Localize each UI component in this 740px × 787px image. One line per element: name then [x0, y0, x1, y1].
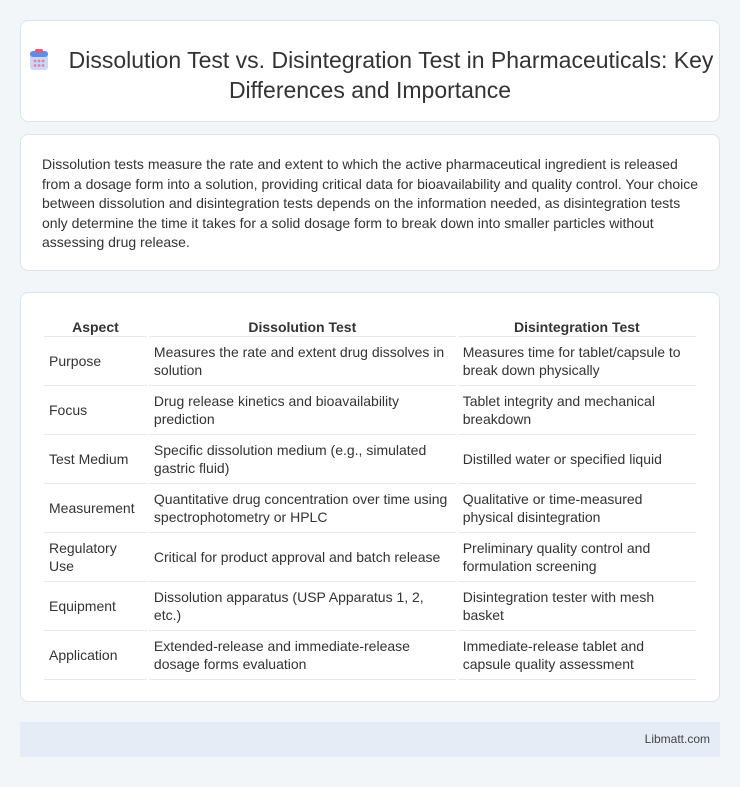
page-title: Dissolution Test vs. Disintegration Test in Pharmaceuticals: Key Differences and Importance: [68, 47, 714, 103]
row-aspect: Equipment: [44, 582, 147, 631]
row-dissolution: Dissolution apparatus (USP Apparatus 1, 2, etc.): [149, 582, 456, 631]
row-disintegration: Tablet integrity and mechanical breakdown: [458, 386, 696, 435]
footer-brand-link[interactable]: Libmatt.com: [644, 732, 710, 746]
table-header-row: [44, 313, 696, 337]
row-aspect: Regulatory Use: [44, 533, 147, 582]
intro-paragraph: Dissolution tests measure the rate and extent to which the active pharmaceutical ingredient is released from a dosage form into a solution, providing critical data for bioavailability and quality control. Your choice between dissolution and disintegration tests depends on the information needed, as disintegration tests only determine the time it takes for a solid dosage form to break down into smaller particles without assessing drug release.: [42, 156, 699, 251]
page-title-wrap: [21, 45, 719, 105]
header-dissolution: Dissolution Test: [149, 313, 456, 337]
row-dissolution: Quantitative drug concentration over time using spectrophotometry or HPLC: [149, 484, 456, 533]
header-aspect: Aspect: [44, 313, 147, 337]
row-aspect: Measurement: [44, 484, 147, 533]
table-row: [44, 435, 696, 484]
row-disintegration: Immediate-release tablet and capsule quality assessment: [458, 631, 696, 680]
footer: [20, 722, 720, 757]
row-disintegration: Distilled water or specified liquid: [458, 435, 696, 484]
row-disintegration: Preliminary quality control and formulation screening: [458, 533, 696, 582]
row-aspect: Focus: [44, 386, 147, 435]
table-row: [44, 386, 696, 435]
header-disintegration: Disintegration Test: [458, 313, 696, 337]
clipboard-icon: [27, 48, 51, 72]
table-row: [44, 582, 696, 631]
table-row: [44, 337, 696, 386]
row-disintegration: Measures time for tablet/capsule to break down physically: [458, 337, 696, 386]
row-disintegration: Qualitative or time-measured physical disintegration: [458, 484, 696, 533]
table-row: [44, 533, 696, 582]
comparison-card: [20, 292, 720, 702]
row-dissolution: Specific dissolution medium (e.g., simulated gastric fluid): [149, 435, 456, 484]
row-aspect: Application: [44, 631, 147, 680]
intro-card: [20, 134, 720, 271]
row-dissolution: Drug release kinetics and bioavailability prediction: [149, 386, 456, 435]
row-disintegration: Disintegration tester with mesh basket: [458, 582, 696, 631]
row-aspect: Test Medium: [44, 435, 147, 484]
comparison-table: [42, 313, 698, 680]
table-row: [44, 631, 696, 680]
row-dissolution: Critical for product approval and batch release: [149, 533, 456, 582]
row-dissolution: Extended-release and immediate-release dosage forms evaluation: [149, 631, 456, 680]
row-dissolution: Measures the rate and extent drug dissolves in solution: [149, 337, 456, 386]
table-row: [44, 484, 696, 533]
title-card: [20, 20, 720, 122]
row-aspect: Purpose: [44, 337, 147, 386]
